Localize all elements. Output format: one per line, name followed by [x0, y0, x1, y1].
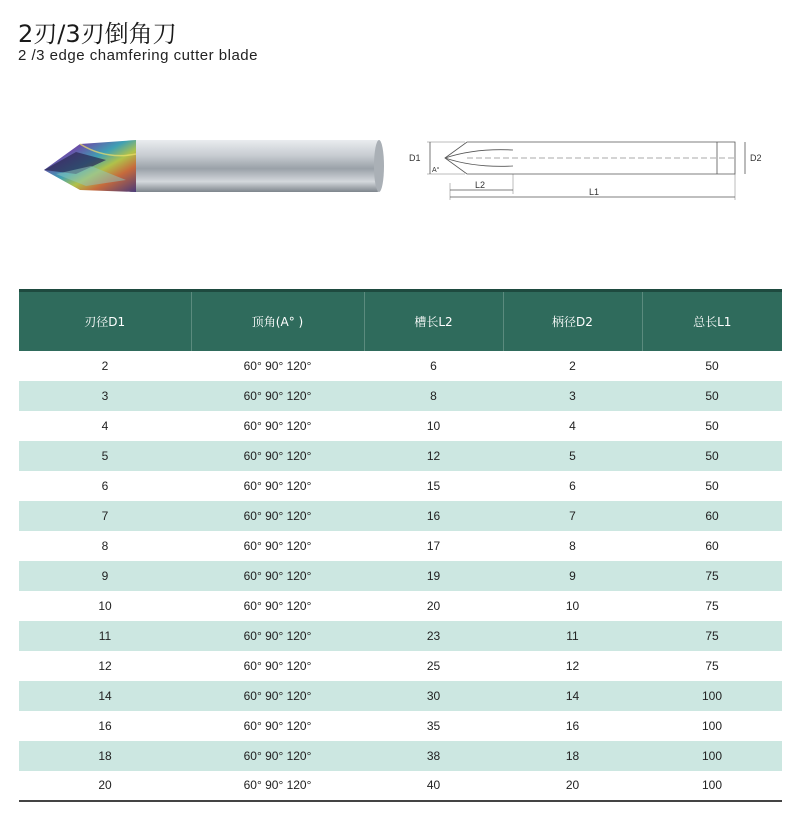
table-row	[19, 471, 782, 501]
tool-photo	[36, 130, 386, 200]
table-row	[19, 621, 782, 651]
table-row	[19, 591, 782, 621]
cell-l2: 16	[364, 501, 503, 531]
cell-d2: 8	[569, 538, 576, 553]
cell-angle: 60° 90° 120°	[191, 771, 364, 801]
cell-d2: 18	[503, 741, 642, 771]
cell-d1: 10	[98, 598, 112, 613]
cell-l2: 40	[364, 771, 503, 801]
table-row	[19, 681, 782, 711]
cell-l1: 75	[705, 658, 719, 673]
cell-l1: 60	[705, 538, 719, 553]
cell-d2: 6	[569, 478, 576, 493]
cell-l2: 30	[364, 681, 503, 711]
cell-angle: 60° 90° 120°	[243, 718, 312, 733]
cell-d1: 3	[19, 381, 191, 411]
cell-l2: 15	[426, 478, 441, 493]
label-l2: L2	[475, 180, 486, 190]
page-title-en: 2 /3 edge chamfering cutter blade	[18, 47, 258, 64]
cell-l1: 50	[705, 478, 719, 493]
cell-d2: 10	[565, 598, 580, 613]
cell-d2: 4	[569, 418, 576, 433]
cell-l2: 17	[426, 538, 441, 553]
cell-l1: 60	[642, 501, 782, 531]
label-l1: L1	[589, 187, 600, 197]
cell-d2: 12	[565, 658, 580, 673]
cell-l1: 50	[642, 441, 782, 471]
cell-d1: 18	[19, 741, 191, 771]
cell-d1: 11	[19, 621, 191, 651]
table-row	[19, 381, 782, 411]
cell-angle: 60° 90° 120°	[243, 598, 312, 613]
cell-d1: 12	[98, 658, 112, 673]
cell-angle: 60° 90° 120°	[191, 561, 364, 591]
page-title-zh: 2刃/3刃倒角刀	[18, 20, 177, 48]
cell-l2: 35	[426, 718, 441, 733]
header-d1: 刃径D1	[19, 291, 191, 351]
table-row	[19, 501, 782, 531]
cell-d1: 7	[19, 501, 191, 531]
cell-l1: 75	[705, 598, 719, 613]
table-row	[19, 531, 782, 561]
spec-table	[19, 289, 782, 802]
cell-d1: 14	[19, 681, 191, 711]
label-angle: A°	[432, 167, 440, 174]
table-row	[19, 711, 782, 741]
cell-l2: 23	[364, 621, 503, 651]
table-row	[19, 651, 782, 681]
cell-l1: 100	[642, 771, 782, 801]
cell-d2: 3	[503, 381, 642, 411]
label-d2: D2	[750, 153, 762, 163]
header-l1: 总长L1	[642, 291, 782, 351]
label-d1: D1	[409, 153, 421, 163]
cell-l1: 75	[642, 561, 782, 591]
cell-l2: 19	[364, 561, 503, 591]
cell-d2: 14	[503, 681, 642, 711]
cell-d2: 20	[503, 771, 642, 801]
cell-l2: 6	[430, 358, 437, 373]
tool-dimension-drawing	[405, 128, 775, 208]
cell-angle: 60° 90° 120°	[243, 658, 312, 673]
table-row	[19, 411, 782, 441]
cell-l2: 25	[426, 658, 441, 673]
cell-angle: 60° 90° 120°	[243, 538, 312, 553]
cell-d1: 16	[98, 718, 112, 733]
table-row	[19, 741, 782, 771]
cell-l2: 38	[364, 741, 503, 771]
table-row	[19, 441, 782, 471]
cell-l1: 100	[642, 741, 782, 771]
cell-l1: 50	[642, 381, 782, 411]
table-body	[19, 351, 782, 801]
cell-angle: 60° 90° 120°	[243, 418, 312, 433]
cell-angle: 60° 90° 120°	[243, 358, 312, 373]
cell-l1: 50	[705, 418, 719, 433]
cell-l2: 10	[426, 418, 441, 433]
cell-angle: 60° 90° 120°	[191, 681, 364, 711]
cell-d2: 9	[503, 561, 642, 591]
cell-d2: 2	[569, 358, 576, 373]
cell-d1: 8	[101, 538, 109, 553]
cell-l2: 8	[364, 381, 503, 411]
table-row	[19, 561, 782, 591]
cell-d1: 5	[19, 441, 191, 471]
header-d2: 柄径D2	[503, 291, 642, 351]
table-row	[19, 351, 782, 381]
header-angle: 顶角(A° )	[191, 291, 364, 351]
cell-l2: 20	[426, 598, 441, 613]
cell-angle: 60° 90° 120°	[191, 381, 364, 411]
cell-angle: 60° 90° 120°	[243, 478, 312, 493]
cell-d2: 16	[565, 718, 580, 733]
cell-d2: 7	[503, 501, 642, 531]
table-header-row	[19, 291, 782, 351]
cell-d1: 4	[101, 418, 109, 433]
cell-l1: 50	[705, 358, 719, 373]
cell-d2: 11	[503, 621, 642, 651]
cell-d1: 9	[19, 561, 191, 591]
cell-angle: 60° 90° 120°	[191, 501, 364, 531]
cell-d1: 6	[101, 478, 109, 493]
cell-angle: 60° 90° 120°	[191, 441, 364, 471]
cell-l1: 75	[642, 621, 782, 651]
cell-angle: 60° 90° 120°	[191, 621, 364, 651]
cell-l2: 12	[364, 441, 503, 471]
cell-l1: 100	[642, 681, 782, 711]
table-row	[19, 771, 782, 801]
header-l2: 槽长L2	[364, 291, 503, 351]
cell-d1: 20	[19, 771, 191, 801]
cell-angle: 60° 90° 120°	[191, 741, 364, 771]
cell-l1: 100	[701, 718, 723, 733]
cell-d1: 2	[101, 358, 109, 373]
cell-d2: 5	[503, 441, 642, 471]
